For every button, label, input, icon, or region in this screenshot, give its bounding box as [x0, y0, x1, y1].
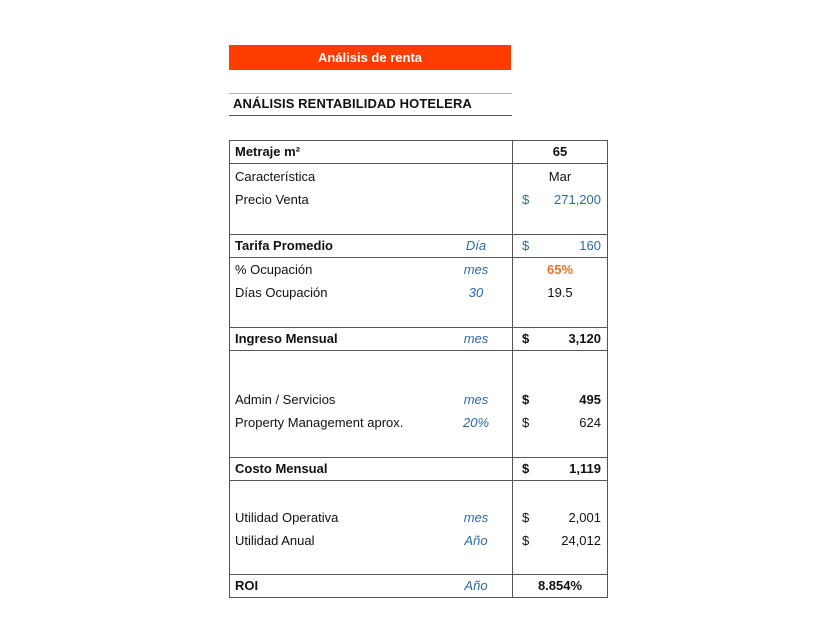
row-divider [230, 163, 607, 164]
roi-unit: Año [464, 578, 488, 593]
row-divider [230, 234, 607, 235]
row-divider [230, 350, 607, 351]
caracteristica-value: Mar [548, 169, 572, 184]
divider [229, 93, 512, 94]
page-title: ANÁLISIS RENTABILIDAD HOTELERA [233, 96, 472, 111]
admin-value: 495 [579, 392, 601, 407]
admin-currency: $ [522, 392, 530, 407]
admin-unit: mes [463, 392, 489, 407]
utilidad-operativa-currency: $ [522, 510, 530, 525]
report-banner [229, 45, 511, 70]
costo-label: Costo Mensual [235, 461, 328, 476]
row-divider [230, 327, 607, 328]
ocupacion-value: 65% [546, 262, 574, 277]
profitability-table [229, 140, 608, 598]
column-divider [512, 141, 513, 597]
ingreso-currency: $ [522, 331, 530, 346]
property-mgmt-currency: $ [522, 415, 530, 430]
property-mgmt-label: Property Management aprox. [235, 415, 404, 430]
utilidad-operativa-label: Utilidad Operativa [235, 510, 339, 525]
property-mgmt-unit: 20% [462, 415, 490, 430]
ingreso-unit: mes [463, 331, 489, 346]
utilidad-anual-value: 24,012 [561, 533, 601, 548]
admin-label: Admin / Servicios [235, 392, 336, 407]
metraje-value: 65 [552, 144, 568, 159]
precio-venta-label: Precio Venta [235, 192, 309, 207]
roi-label: ROI [235, 578, 259, 593]
tarifa-value: 160 [579, 238, 601, 253]
tarifa-unit: Día [465, 238, 487, 253]
utilidad-anual-label: Utilidad Anual [235, 533, 315, 548]
banner-title: Análisis de renta [317, 50, 423, 65]
costo-value: 1,119 [569, 461, 601, 476]
utilidad-operativa-unit: mes [463, 510, 489, 525]
utilidad-operativa-value: 2,001 [568, 510, 601, 525]
utilidad-anual-currency: $ [522, 533, 530, 548]
property-mgmt-value: 624 [579, 415, 601, 430]
roi-value: 8.854% [537, 578, 583, 593]
ingreso-value: 3,120 [568, 331, 601, 346]
costo-currency: $ [522, 461, 530, 476]
ocupacion-label: % Ocupación [235, 262, 313, 277]
ingreso-label: Ingreso Mensual [235, 331, 338, 346]
tarifa-currency: $ [522, 238, 530, 253]
caracteristica-label: Característica [235, 169, 316, 184]
row-divider [230, 257, 607, 258]
tarifa-label: Tarifa Promedio [235, 238, 334, 253]
dias-ocupacion-value: 19.5 [547, 285, 573, 300]
divider [229, 115, 512, 116]
precio-venta-value: 271,200 [554, 192, 601, 207]
ocupacion-unit: mes [463, 262, 489, 277]
dias-ocupacion-unit: 30 [468, 285, 484, 300]
row-divider [230, 574, 607, 575]
utilidad-anual-unit: Año [464, 533, 488, 548]
precio-venta-currency: $ [522, 192, 530, 207]
dias-ocupacion-label: Días Ocupación [235, 285, 328, 300]
row-divider [230, 457, 607, 458]
row-divider [230, 480, 607, 481]
metraje-label: Metraje m² [235, 144, 301, 159]
